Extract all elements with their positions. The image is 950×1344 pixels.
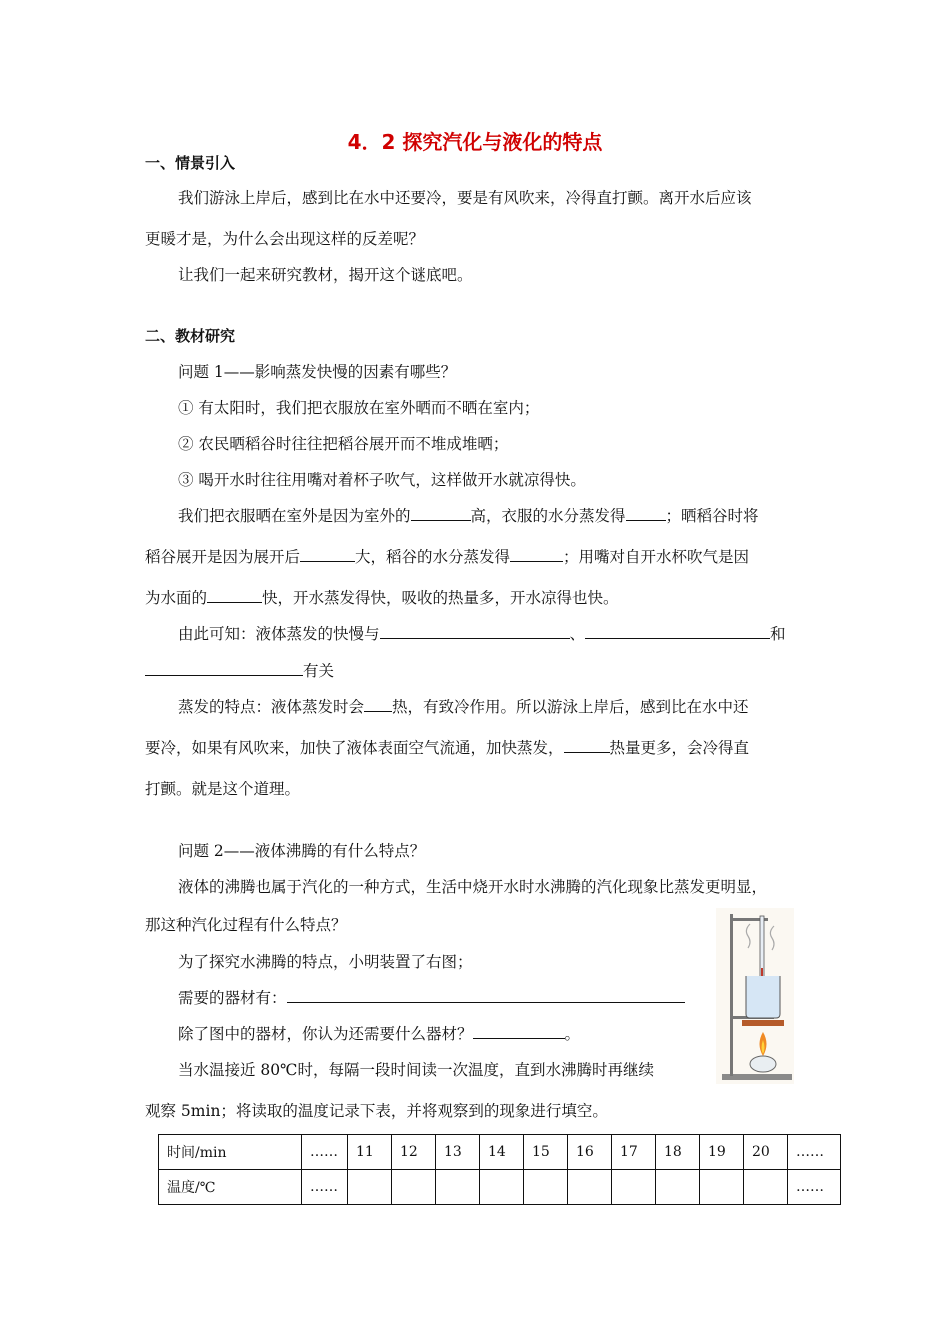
text-segment: 高，衣服的水分蒸发得 [470, 507, 626, 525]
table-cell: …… [302, 1170, 348, 1205]
table-cell: 11 [348, 1135, 392, 1170]
table-cell[interactable] [656, 1170, 700, 1205]
blank-field[interactable] [380, 624, 570, 639]
temperature-record-table [158, 1134, 841, 1205]
blank-field[interactable] [411, 506, 471, 521]
fill-line [178, 988, 685, 1008]
blank-field[interactable] [564, 738, 610, 753]
text-segment: 要冷，如果有风吹来，加快了液体表面空气流通，加快蒸发， [145, 739, 564, 757]
text-segment: 快，开水蒸发得快，吸收的热量多，开水凉得也快。 [262, 589, 619, 607]
text-segment: 、 [569, 625, 586, 643]
question-1: 问题 1——影响蒸发快慢的因素有哪些？ [178, 363, 457, 381]
boiling-apparatus-illustration [716, 908, 794, 1084]
blank-field[interactable] [473, 1024, 565, 1039]
table-cell[interactable] [436, 1170, 480, 1205]
paragraph: 让我们一起来研究教材，揭开这个谜底吧。 [178, 266, 473, 284]
list-item: ① 有太阳时，我们把衣服放在室外晒而不晒在室内； [178, 399, 540, 417]
table-row [159, 1170, 841, 1205]
table-cell: 15 [524, 1135, 568, 1170]
text-segment: ；晒稻谷时将 [665, 507, 759, 525]
text-segment: 我们把衣服晒在室外是因为室外的 [178, 507, 411, 525]
text-segment: 热量更多，会冷得直 [609, 739, 750, 757]
blank-field[interactable] [626, 506, 666, 521]
list-item: ③ 喝开水时往往用嘴对着杯子吹气，这样做开水就凉得快。 [178, 471, 586, 489]
fill-line [178, 506, 759, 526]
blank-field[interactable] [287, 988, 685, 1003]
text-segment: 热，有致冷作用。所以游泳上岸后，感到比在水中还 [392, 698, 749, 716]
table-cell: …… [788, 1170, 841, 1205]
table-cell: 17 [612, 1135, 656, 1170]
fill-line [178, 624, 786, 644]
fill-line [145, 738, 749, 758]
text-segment: 大，稻谷的水分蒸发得 [355, 548, 511, 566]
paragraph: 我们游泳上岸后，感到比在水中还要冷，要是有风吹来，冷得直打颤。离开水后应该 [178, 189, 752, 207]
paragraph: 为了探究水沸腾的特点，小明装置了右图； [178, 953, 473, 971]
table-cell: 13 [436, 1135, 480, 1170]
table-cell: …… [302, 1135, 348, 1170]
table-cell: 19 [700, 1135, 744, 1170]
fill-line [178, 697, 749, 717]
table-cell[interactable] [348, 1170, 392, 1205]
table-row [159, 1135, 841, 1170]
table-cell: 20 [744, 1135, 788, 1170]
table-cell[interactable] [568, 1170, 612, 1205]
table-cell: 14 [480, 1135, 524, 1170]
paragraph: 液体的沸腾也属于汽化的一种方式，生活中烧开水时水沸腾的汽化现象比蒸发更明显， [178, 878, 768, 896]
text-segment: 稻谷展开是因为展开后 [145, 548, 301, 566]
table-cell: …… [788, 1135, 841, 1170]
table-cell: 时间/min [159, 1135, 302, 1170]
question-2: 问题 2——液体沸腾的有什么特点？ [178, 842, 426, 860]
text-segment: 除了图中的器材，你认为还需要什么器材？ [178, 1025, 473, 1043]
table-cell: 12 [392, 1135, 436, 1170]
fill-line [178, 1024, 580, 1044]
table-cell[interactable] [392, 1170, 436, 1205]
section-heading-study: 二、教材研究 [145, 327, 236, 345]
list-item: ② 农民晒稻谷时往往把稻谷展开而不堆成堆晒； [178, 435, 509, 453]
table-cell[interactable] [700, 1170, 744, 1205]
table-cell: 16 [568, 1135, 612, 1170]
blank-field[interactable] [585, 624, 770, 639]
text-segment: 有关 [303, 662, 335, 680]
fill-line [145, 588, 619, 608]
blank-field[interactable] [300, 547, 355, 562]
text-segment: 由此可知：液体蒸发的快慢与 [178, 625, 380, 643]
paragraph: 观察 5min；将读取的温度记录下表，并将观察到的现象进行填空。 [145, 1102, 608, 1120]
table-cell[interactable] [480, 1170, 524, 1205]
fill-line [145, 661, 334, 681]
blank-field[interactable] [364, 697, 392, 712]
section-heading-intro: 一、情景引入 [145, 154, 236, 172]
paragraph: 打颤。就是这个道理。 [145, 780, 301, 798]
table-cell[interactable] [744, 1170, 788, 1205]
paragraph: 更暖才是，为什么会出现这样的反差呢？ [145, 230, 425, 248]
paragraph: 那这种汽化过程有什么特点？ [145, 916, 347, 934]
text-segment: 。 [564, 1025, 581, 1043]
page-title: 4．2 探究汽化与液化的特点 [347, 130, 603, 154]
text-segment: 为水面的 [145, 589, 208, 607]
text-segment: 需要的器材有： [178, 989, 287, 1007]
blank-field[interactable] [145, 661, 303, 676]
blank-field[interactable] [510, 547, 563, 562]
table-cell: 18 [656, 1135, 700, 1170]
table-cell[interactable] [612, 1170, 656, 1205]
paragraph: 当水温接近 80℃时，每隔一段时间读一次温度，直到水沸腾时再继续 [178, 1061, 654, 1079]
table-cell: 温度/℃ [159, 1170, 302, 1205]
blank-field[interactable] [207, 588, 262, 603]
text-segment: ；用嘴对自开水杯吹气是因 [563, 548, 750, 566]
text-segment: 和 [770, 625, 786, 643]
table-cell[interactable] [524, 1170, 568, 1205]
fill-line [145, 547, 749, 567]
text-segment: 蒸发的特点：液体蒸发时会 [178, 698, 365, 716]
